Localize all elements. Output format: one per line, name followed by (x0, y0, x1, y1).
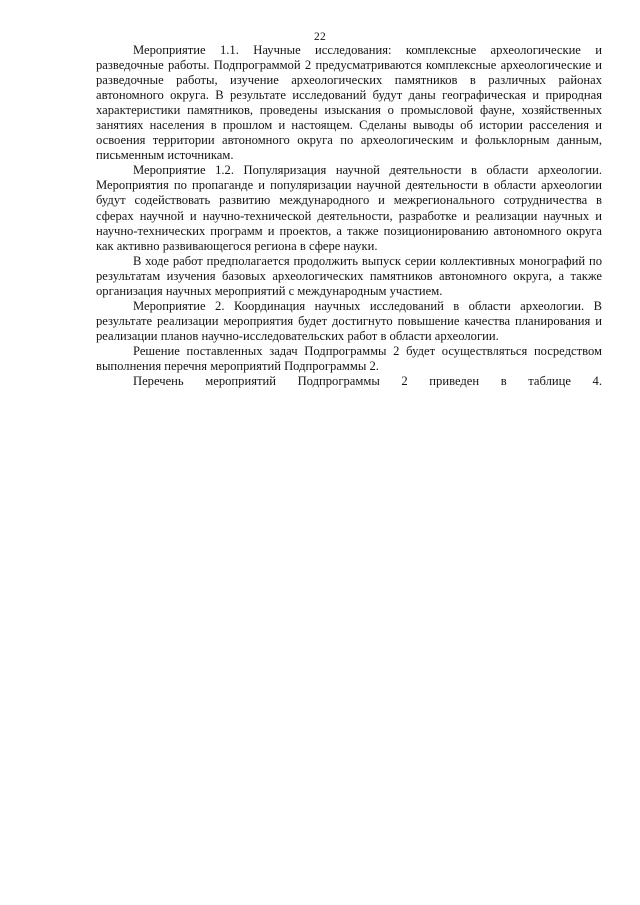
paragraph-event-1-1: Мероприятие 1.1. Научные исследования: комплексные археологические и разведочные работы. Подпрограммой 2 предусматриваются комплексные археологические и разведочные работы, изучение археологических памятников в различных районах автономного округа. В результате исследований будут даны географическая и природная характеристики памятников, проведены изыскания о промысловой фауне, хозяйственных занятиях населения в прошлом и настоящем. Сделаны выводы об истории расселения и освоения территории автономного округа по археологическим и фольклорным данным, письменным источникам. (96, 43, 602, 163)
paragraph-monographs: В ходе работ предполагается продолжить выпуск серии коллективных монографий по результатам изучения базовых археологических памятников автономного округа, а также организация научных мероприятий с международным участием. (96, 253, 602, 298)
page-number: 22 (313, 31, 327, 43)
paragraph-event-2: Мероприятие 2. Координация научных исследований в области археологии. В результате реализации мероприятия будет достигнуто повышение качества планирования и реализации планов научно-исследовательских работ в области археологии. (96, 298, 602, 343)
document-body (96, 43, 602, 389)
paragraph-event-1-2: Мероприятие 1.2. Популяризация научной деятельности в области археологии. Мероприятия по пропаганде и популяризации научной деятельности в области археологии будут содействовать развитию международного и межрегионального сотрудничества в сферах научной и научно-технической деятельности, разработке и реализации научных и научно-технических программ и проектов, а также позиционированию автономного округа как активно развивающегося региона в сфере науки. (96, 163, 602, 253)
paragraph-tasks-solution: Решение поставленных задач Подпрограммы 2 будет осуществляться посредством выполнения перечня мероприятий Подпрограммы 2. (96, 343, 602, 373)
paragraph-table-reference: Перечень мероприятий Подпрограммы 2 приведен в таблице 4. (133, 374, 602, 389)
